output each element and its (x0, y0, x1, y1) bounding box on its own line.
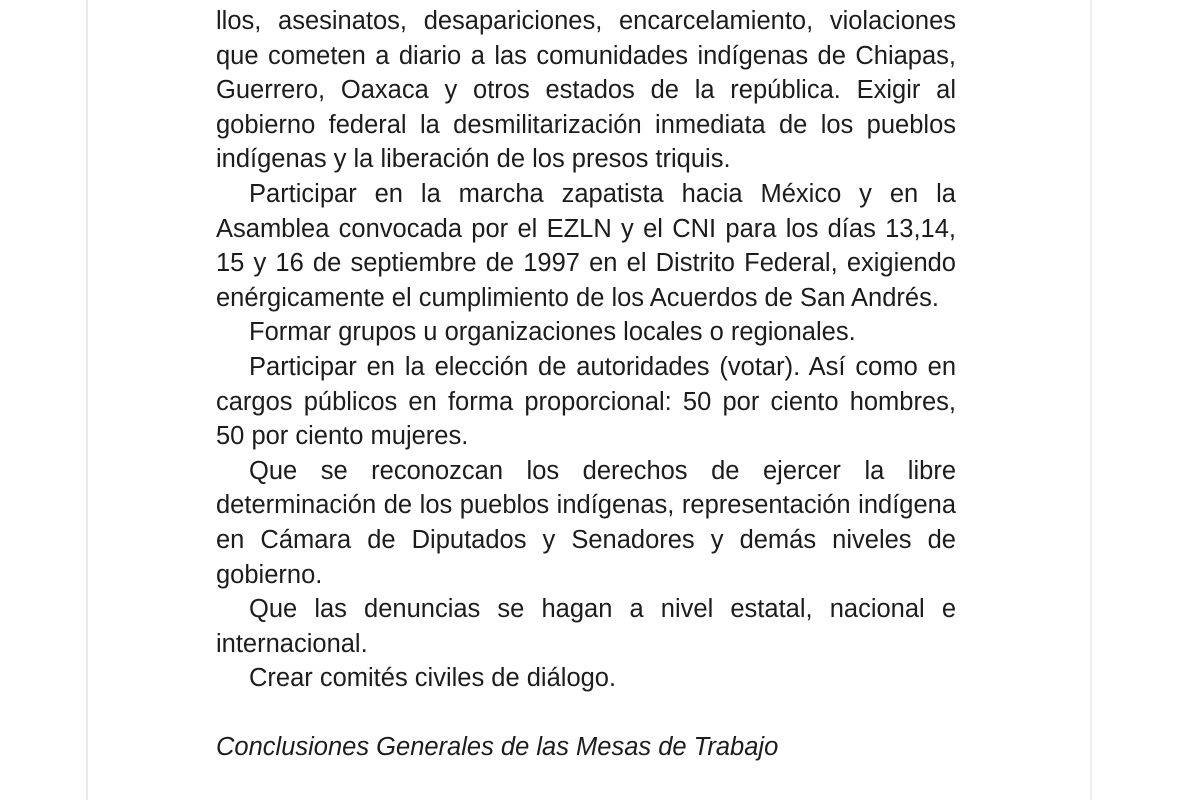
paragraph-formar-grupos: Formar grupos u organizaciones locales o regionales. (249, 318, 856, 347)
paragraph-denuncias-nivel: Que las denuncias se hagan a nivel estatal, nacional e internacional. (216, 595, 956, 658)
page-edge-left (86, 0, 88, 800)
page-edge-right (1090, 0, 1092, 800)
section-heading: Conclusiones Generales de las Mesas de Trabajo (216, 732, 779, 761)
paragraph-denuncias-continued: llos, asesinatos, desapariciones, encarcelamiento, violaciones que cometen a diario a las comunidades indígenas de Chiapas, Guerrero, Oaxaca y otros estados de la república. Exigir al gobierno federal la desmilitarización inmediata de los pueblos indígenas y la liberación de los presos triquis. (216, 7, 956, 174)
paragraph-eleccion-autoridades: Participar en la elección de autoridades (votar). Así como en cargos públicos en forma proporcional: 50 por ciento hombres, 50 por ciento mujeres. (216, 352, 956, 451)
paragraph-libre-determinacion: Que se reconozcan los derechos de ejercer la libre determinación de los pueblos indígenas, representación indígena en Cámara de Diputados y Senadores y demás niveles de gobierno. (216, 456, 956, 589)
paragraph-comites-civiles: Crear comités civiles de diálogo. (249, 664, 617, 693)
paragraph-marcha-zapatista: Participar en la marcha zapatista hacia México y en la Asamblea convocada por el EZLN y el CNI para los días 13,14, 15 y 16 de septiembre de 1997 en el Distrito Federal, exigiendo enérgicamente el cumplimiento de los Acuerdos de San Andrés. (216, 179, 956, 312)
text-column (216, 4, 956, 764)
